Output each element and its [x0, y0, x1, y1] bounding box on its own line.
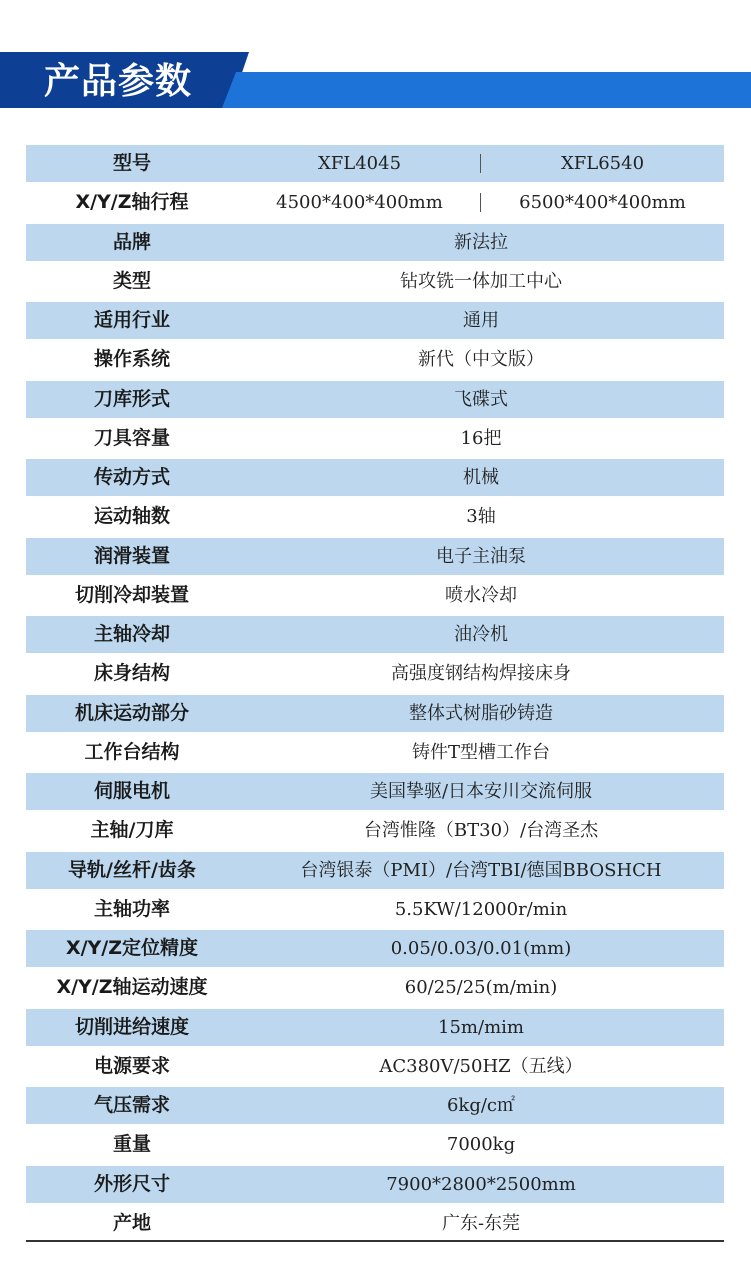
spec-value: 台湾惟隆（BT30）/台湾圣杰	[363, 820, 599, 842]
spec-row	[26, 1205, 724, 1242]
spec-row	[26, 420, 724, 457]
page-title: 产品参数	[44, 61, 193, 102]
spec-value: 4500*400*400mm	[238, 184, 481, 221]
spec-value: 7900*2800*2500mm	[386, 1173, 576, 1195]
spec-row	[26, 1009, 724, 1046]
spec-value: XFL4045	[238, 145, 481, 182]
spec-row	[26, 734, 724, 771]
spec-label: 工作台结构	[84, 740, 180, 763]
spec-value: AC380V/50HZ（五线）	[379, 1055, 583, 1077]
spec-row	[26, 302, 724, 339]
spec-label: 伺服电机	[93, 780, 170, 802]
spec-label: 润滑装置	[93, 544, 170, 567]
spec-row	[26, 891, 724, 928]
spec-label: 切削进给速度	[74, 1015, 189, 1038]
spec-row	[26, 930, 724, 967]
spec-row	[26, 1166, 724, 1203]
spec-value: 电子主油泵	[436, 545, 526, 567]
spec-row	[26, 577, 724, 614]
spec-value: 广东-东莞	[441, 1212, 521, 1234]
spec-label: 床身结构	[93, 662, 170, 685]
spec-value: 新法拉	[454, 231, 508, 253]
spec-row	[26, 498, 724, 535]
spec-value: 台湾银泰（PMI）/台湾TBI/德国BBOSHCH	[300, 859, 662, 881]
spec-value: 高强度钢结构焊接床身	[391, 663, 571, 685]
spec-value: 通用	[463, 310, 499, 331]
spec-label: 重量	[112, 1133, 151, 1156]
spec-value: 7000kg	[446, 1134, 516, 1156]
spec-value: 60/25/25(m/min)	[404, 977, 558, 999]
spec-value: XFL6540	[560, 153, 645, 174]
spec-row	[26, 538, 724, 575]
spec-value: 6500*400*400mm	[519, 192, 686, 214]
spec-row	[26, 381, 724, 418]
spec-value: 16把	[460, 427, 502, 449]
spec-row	[26, 341, 724, 378]
spec-row	[26, 812, 724, 849]
spec-row	[26, 224, 724, 261]
spec-label: 外形尺寸	[93, 1172, 170, 1195]
spec-value: 飞碟式	[454, 388, 508, 410]
spec-label: 型号	[112, 152, 151, 174]
spec-value: 美国挚驱/日本安川交流伺服	[369, 781, 593, 802]
spec-label: 机床运动部分	[74, 701, 189, 724]
spec-row	[26, 695, 724, 732]
spec-row	[26, 1048, 724, 1085]
spec-row	[26, 655, 724, 692]
spec-value: 整体式树脂砂铸造	[409, 702, 553, 724]
spec-label: X/Y/Z轴行程	[75, 191, 189, 214]
spec-label: 适用行业	[93, 309, 170, 331]
spec-label: 主轴功率	[93, 897, 170, 920]
spec-row	[26, 969, 724, 1006]
spec-value-pair	[238, 184, 724, 221]
spec-label: 主轴/刀库	[90, 819, 174, 842]
spec-label: 产地	[112, 1211, 151, 1234]
spec-value: 3轴	[466, 506, 496, 528]
spec-value: 0.05/0.03/0.01(mm)	[390, 938, 572, 959]
spec-row	[26, 145, 724, 182]
spec-value: 油冷机	[454, 624, 508, 645]
spec-label: X/Y/Z轴运动速度	[56, 976, 208, 999]
spec-value-pair	[238, 145, 724, 182]
spec-label: 运动轴数	[93, 505, 170, 528]
spec-value: 15m/mim	[438, 1016, 524, 1038]
spec-row	[26, 263, 724, 300]
spec-value: 铸件T型槽工作台	[411, 741, 550, 763]
spec-label: 气压需求	[93, 1094, 170, 1116]
spec-row	[26, 616, 724, 653]
table-bottom-divider	[26, 1240, 724, 1242]
spec-label: 类型	[112, 269, 151, 292]
spec-label: 电源要求	[93, 1054, 170, 1077]
spec-label: 操作系统	[93, 348, 170, 371]
spec-value: 机械	[463, 467, 499, 488]
spec-label: 品牌	[112, 230, 151, 253]
spec-label: 传动方式	[93, 466, 170, 488]
spec-value: 新代（中文版）	[418, 349, 544, 371]
spec-row	[26, 184, 724, 221]
spec-value: 5.5KW/12000r/min	[394, 898, 568, 920]
spec-label: 导轨/丝杆/齿条	[68, 858, 196, 881]
spec-label: 切削冷却装置	[74, 583, 189, 606]
spec-row	[26, 773, 724, 810]
spec-table	[26, 145, 724, 1244]
spec-value: 6kg/c㎡	[446, 1095, 516, 1116]
spec-row	[26, 852, 724, 889]
spec-value: 喷水冷却	[445, 584, 517, 606]
spec-value: 钻攻铣一体加工中心	[400, 270, 562, 292]
spec-row	[26, 1126, 724, 1163]
spec-label: 刀具容量	[93, 426, 170, 449]
section-header	[0, 0, 751, 130]
spec-label: 刀库形式	[93, 387, 170, 410]
spec-row	[26, 459, 724, 496]
spec-label: X/Y/Z定位精度	[65, 937, 199, 959]
spec-label: 主轴冷却	[93, 623, 170, 645]
spec-row	[26, 1087, 724, 1124]
